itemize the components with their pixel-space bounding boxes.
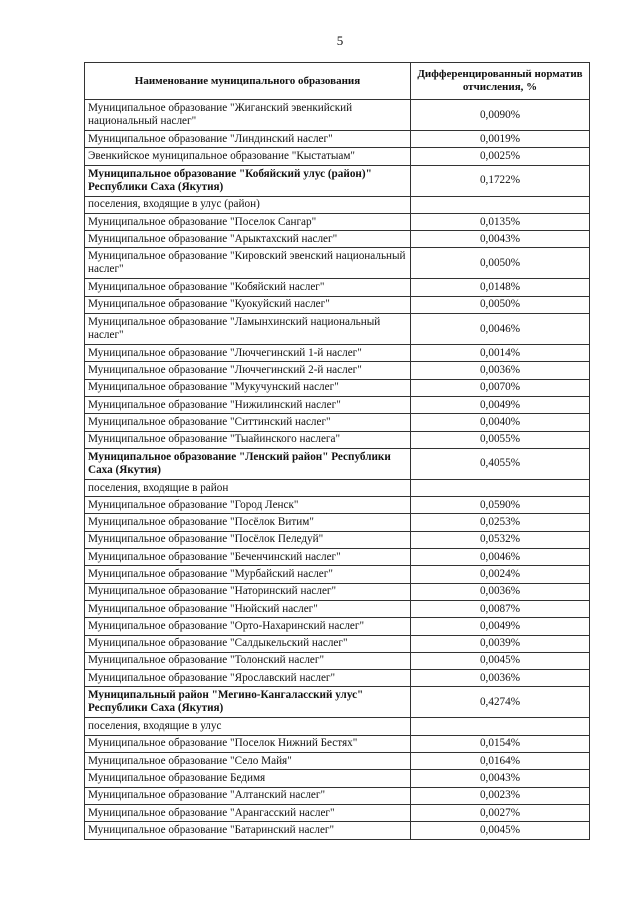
municipality-name: Муниципальное образование "Село Майя" — [85, 753, 411, 770]
municipality-name: Муниципальное образование "Батаринский наслег" — [85, 822, 411, 839]
municipality-name: Муниципальное образование "Жиганский эвенкийский национальный наслег" — [85, 100, 411, 131]
municipality-name: Муниципальное образование "Мурбайский наслег" — [85, 566, 411, 583]
municipality-name: Муниципальное образование "Поселок Сангар" — [85, 213, 411, 230]
deduction-norm-value: 0,0154% — [411, 735, 590, 752]
table-header-row — [85, 63, 590, 100]
table-row — [85, 566, 590, 583]
municipality-name: Муниципальное образование "Арыктахский наслег" — [85, 231, 411, 248]
table-row — [85, 652, 590, 669]
table-row — [85, 196, 590, 213]
deduction-norm-value: 0,0046% — [411, 549, 590, 566]
table-row — [85, 396, 590, 413]
municipality-name: Муниципальное образование "Салдыкельский наслег" — [85, 635, 411, 652]
table-row — [85, 131, 590, 148]
table-row — [85, 804, 590, 821]
deduction-norm-value — [411, 479, 590, 496]
table-row — [85, 718, 590, 735]
table-row — [85, 414, 590, 431]
header-value-column: Дифференцированный норматив отчисления, % — [411, 63, 590, 100]
deduction-norm-value: 0,0043% — [411, 770, 590, 787]
deduction-norm-value: 0,0025% — [411, 148, 590, 165]
municipality-name: Муниципальное образование "Люччегинский 1-й наслег" — [85, 345, 411, 362]
deduction-norm-value: 0,0050% — [411, 296, 590, 313]
deduction-norm-value: 0,4274% — [411, 687, 590, 718]
municipality-name: Муниципальное образование "Люччегинский 2-й наслег" — [85, 362, 411, 379]
municipality-name: поселения, входящие в улус — [85, 718, 411, 735]
deduction-norm-value: 0,0049% — [411, 396, 590, 413]
municipality-name: Муниципальное образование "Ярославский наслег" — [85, 670, 411, 687]
table-row — [85, 787, 590, 804]
table-row — [85, 345, 590, 362]
deduction-norm-value: 0,4055% — [411, 448, 590, 479]
deduction-norm-value: 0,0036% — [411, 670, 590, 687]
municipality-name: Муниципальное образование Бедимя — [85, 770, 411, 787]
municipality-name: Муниципальное образование "Алтанский наслег" — [85, 787, 411, 804]
page-number: 5 — [336, 33, 344, 48]
municipality-name: Муниципальное образование "Кобяйский улус (район)" Республики Саха (Якутия) — [85, 165, 411, 196]
municipality-name: Муниципальный район "Мегино-Кангаласский улус" Республики Саха (Якутия) — [85, 687, 411, 718]
deduction-norm-value: 0,1722% — [411, 165, 590, 196]
municipality-name: поселения, входящие в улус (район) — [85, 196, 411, 213]
municipality-name: Муниципальное образование "Толонский наслег" — [85, 652, 411, 669]
table-row — [85, 635, 590, 652]
deduction-norm-value: 0,0043% — [411, 231, 590, 248]
table-body — [85, 100, 590, 840]
municipality-name: Муниципальное образование "Кобяйский наслег" — [85, 279, 411, 296]
table-row — [85, 514, 590, 531]
table-row — [85, 314, 590, 345]
deduction-norm-value: 0,0049% — [411, 618, 590, 635]
table-row — [85, 213, 590, 230]
table-row-district — [85, 687, 590, 718]
municipality-name: Муниципальное образование "Поселок Нижний Бестях" — [85, 735, 411, 752]
deduction-norm-value: 0,0040% — [411, 414, 590, 431]
municipality-name: Муниципальное образование "Нюйский наслег" — [85, 600, 411, 617]
municipality-name: Муниципальное образование "Орто-Нахаринский наслег" — [85, 618, 411, 635]
municipality-name: Муниципальное образование "Ленский район" Республики Саха (Якутия) — [85, 448, 411, 479]
deduction-norm-value: 0,0045% — [411, 652, 590, 669]
municipality-name: Эвенкийское муниципальное образование "Кыстатыам" — [85, 148, 411, 165]
deduction-norm-value: 0,0070% — [411, 379, 590, 396]
table-row — [85, 549, 590, 566]
deduction-norm-value: 0,0135% — [411, 213, 590, 230]
municipality-name: Муниципальное образование "Наторинский наслег" — [85, 583, 411, 600]
table-row — [85, 379, 590, 396]
municipality-name: Муниципальное образование "Линдинский наслег" — [85, 131, 411, 148]
table-row — [85, 531, 590, 548]
deduction-norm-value: 0,0148% — [411, 279, 590, 296]
table-row — [85, 618, 590, 635]
municipality-name: Муниципальное образование "Нижилинский наслег" — [85, 396, 411, 413]
table-row-district — [85, 165, 590, 196]
table-row — [85, 822, 590, 839]
table-row — [85, 753, 590, 770]
table-row — [85, 600, 590, 617]
municipality-name: Муниципальное образование "Посёлок Пеледуй" — [85, 531, 411, 548]
table-row — [85, 100, 590, 131]
table-row — [85, 770, 590, 787]
deduction-norm-value: 0,0090% — [411, 100, 590, 131]
table-row — [85, 231, 590, 248]
deduction-norm-value: 0,0164% — [411, 753, 590, 770]
municipality-name: Муниципальное образование "Посёлок Витим" — [85, 514, 411, 531]
deduction-norm-value: 0,0014% — [411, 345, 590, 362]
deduction-norm-value: 0,0050% — [411, 248, 590, 279]
table-row — [85, 735, 590, 752]
table-row — [85, 431, 590, 448]
table-row — [85, 248, 590, 279]
deduction-norm-value: 0,0055% — [411, 431, 590, 448]
deduction-norm-value: 0,0036% — [411, 583, 590, 600]
deduction-norm-value: 0,0046% — [411, 314, 590, 345]
municipality-name: Муниципальное образование "Город Ленск" — [85, 497, 411, 514]
municipality-name: Муниципальное образование "Тыайинского наслега" — [85, 431, 411, 448]
table-row — [85, 362, 590, 379]
municipality-name: Муниципальное образование "Арангасский наслег" — [85, 804, 411, 821]
municipality-name: Муниципальное образование "Мукучунский наслег" — [85, 379, 411, 396]
deduction-norm-value: 0,0027% — [411, 804, 590, 821]
deduction-norm-value: 0,0532% — [411, 531, 590, 548]
deduction-norm-value — [411, 718, 590, 735]
table-row-district — [85, 448, 590, 479]
municipality-name: Муниципальное образование "Куокуйский наслег" — [85, 296, 411, 313]
deduction-norm-value: 0,0045% — [411, 822, 590, 839]
deduction-norm-value: 0,0036% — [411, 362, 590, 379]
deduction-norm-value: 0,0023% — [411, 787, 590, 804]
municipality-name: Муниципальное образование "Беченчинский наслег" — [85, 549, 411, 566]
deduction-norm-value: 0,0024% — [411, 566, 590, 583]
deduction-norm-value: 0,0590% — [411, 497, 590, 514]
municipality-name: Муниципальное образование "Ситтинский наслег" — [85, 414, 411, 431]
table-row — [85, 583, 590, 600]
deduction-norm-value: 0,0039% — [411, 635, 590, 652]
municipality-name: Муниципальное образование "Ламынхинский национальный наслег" — [85, 314, 411, 345]
deduction-norm-value: 0,0087% — [411, 600, 590, 617]
municipality-name: Муниципальное образование "Кировский эвенский национальный наслег" — [85, 248, 411, 279]
header-name-column: Наименование муниципального образования — [85, 63, 411, 100]
table-row — [85, 296, 590, 313]
table-row — [85, 279, 590, 296]
table-row — [85, 148, 590, 165]
deduction-norm-value — [411, 196, 590, 213]
table-row — [85, 497, 590, 514]
deduction-norm-value: 0,0253% — [411, 514, 590, 531]
deduction-norms-table — [84, 62, 590, 840]
table-row — [85, 670, 590, 687]
deduction-norm-value: 0,0019% — [411, 131, 590, 148]
table-row — [85, 479, 590, 496]
municipality-name: поселения, входящие в район — [85, 479, 411, 496]
